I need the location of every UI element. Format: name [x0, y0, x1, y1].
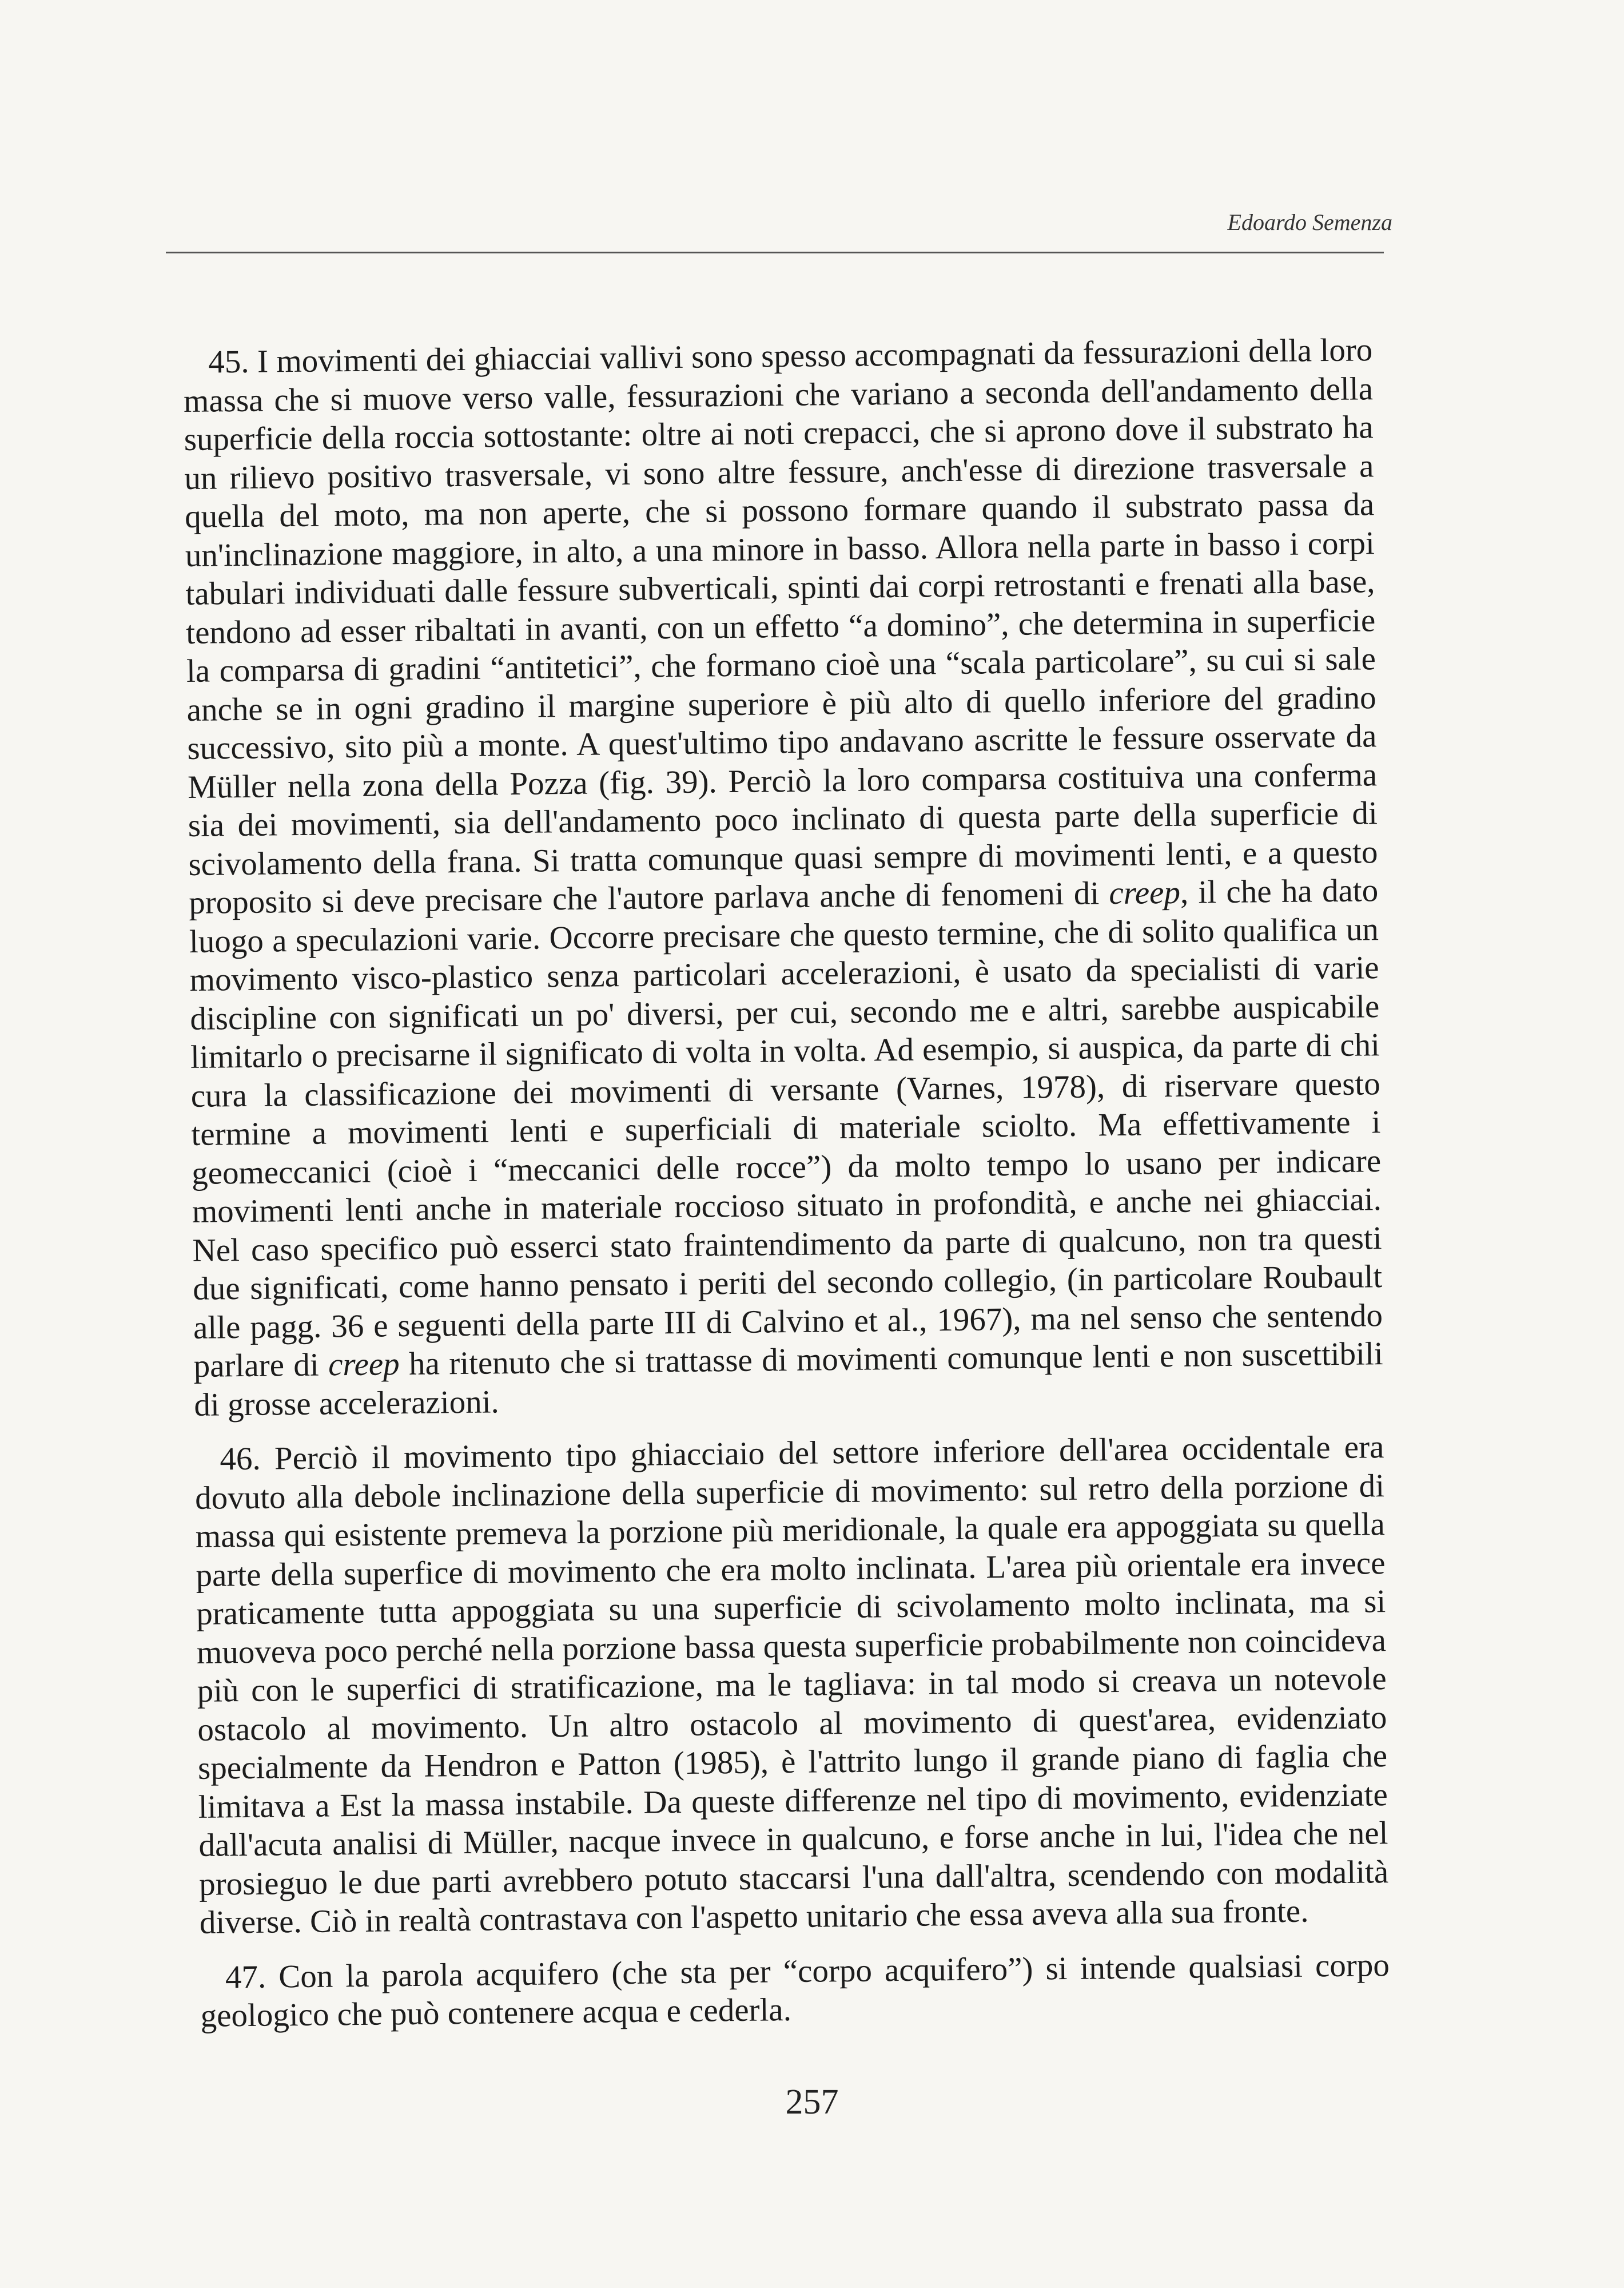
paragraph-45	[183, 331, 1384, 1424]
page-number: 257	[785, 2083, 839, 2122]
paragraph-text: I movimenti dei ghiacciai vallivi sono spesso accompagnati da fessurazioni della loro massa che si muove verso valle, fessurazioni che variano a seconda dell'andamento della superficie della roccia sottostante: oltre ai noti crepacci, che si aprono dove il substrato ha un rilievo positivo trasversale, vi sono altre fessure, anch'esse di direzione trasversale a quella del moto, ma non aperte, che si possono formare quando il substrato passa da un'inclinazione maggiore, in alto, a una minore in basso. Allora nella parte in basso i corpi tabulari individuati dalle fessure subverticali, spinti dai corpi retrostanti e frenati alla base, tendono ad esser ribaltati in avanti, con un effetto “a domino”, che determina in superficie la comparsa di gradini “antitetici”, che formano cioè una “scala particolare”, su cui si sale anche se in ogni gradino il margine superiore è più alto di quello inferiore del gradino successivo, sito più a monte. A quest'ultimo tipo andavano ascritte le fessure osservate da Müller nella zona della Pozza (fig. 39). Perciò la loro comparsa costituiva una conferma sia dei movimenti, sia dell'andamento poco inclinato di questa parte della superficie di scivolamento della frana. Si tratta comunque quasi sempre di movimenti lenti, e a questo proposito si deve precisare che l'autore parlava anche di fenomeni di	[183, 332, 1378, 921]
paragraph-number: 47.	[225, 1959, 266, 1995]
body-text	[183, 331, 1390, 2051]
paragraph-text: , il che ha dato luogo a speculazioni varie. Occorre precisare che questo termine, che di solito qualifica un movimento visco-plastico senza particolari accelerazioni, è usato da specialisti di varie discipline con significati un po' diversi, per cui, secondo me e altri, sarebbe auspicabile limitarlo o precisarne il significato di volta in volta. Ad esempio, si auspica, da parte di chi cura la classificazione dei movimenti di versante (Varnes, 1978), di riservare questo termine a movimenti lenti e superficiali di materiale sciolto. Ma effettivamente i geomeccanici (cioè i “meccanici delle rocce”) da molto tempo lo usano per indicare movimenti lenti anche in materiale roccioso situato in profondità, e anche nei ghiacciai. Nel caso specifico può esserci stato fraintendimento da parte di qualcuno, non tra questi due significati, come hanno pensato i periti del secondo collegio, (in particolare Roubault alle pagg. 36 e seguenti della parte III di Calvino et al., 1967), ma nel senso che sentendo parlare di	[189, 872, 1383, 1384]
paragraph-text: ha ritenuto che si trattasse di movimenti comunque lenti e non suscettibili di grosse accelerazioni.	[194, 1336, 1383, 1423]
paragraph-text: Con la parola acquifero (che sta per “corpo acquifero”) si intende qualsiasi corpo geologico che può contenere acqua e cederla.	[200, 1947, 1390, 2034]
paragraph-46	[194, 1428, 1389, 1942]
running-head: Edoardo Semenza	[1227, 209, 1392, 235]
header-rule	[166, 252, 1384, 253]
paragraph-number: 45.	[208, 343, 249, 380]
italic-term: creep	[1109, 874, 1181, 912]
paragraph-number: 46.	[220, 1440, 261, 1477]
paragraph-text: Perciò il movimento tipo ghiacciaio del settore inferiore dell'area occidentale era dovuto alla debole inclinazione della superficie di movimento: sul retro della porzione di massa qui esistente premeva la porzione più meridionale, la quale era appoggiata su quella parte della superfice di movimento che era molto inclinata. L'area più orientale era invece praticamente tutta appoggiata su una superficie di scivolamento molto inclinata, ma si muoveva poco perché nella porzione bassa questa superficie probabilmente non coincideva più con le superfici di stratificazione, ma le tagliava: in tal modo si creava un notevole ostacolo al movimento. Un altro ostacolo al movimento di quest'area, evidenziato specialmente da Hendron e Patton (1985), è l'attrito lungo il grande piano di faglia che limitava a Est la massa instabile. Da queste differenze nel tipo di movimento, evidenziate dall'acuta analisi di Müller, nacque invece in qualcuno, e forse anche in lui, l'idea che nel prosieguo le due parti avrebbero potuto staccarsi l'una dall'altra, scendendo con modalità diverse. Ciò in realtà contrastava con l'aspetto unitario che essa aveva alla sua fronte.	[194, 1429, 1389, 1941]
italic-term: creep	[328, 1346, 400, 1383]
paragraph-47	[200, 1946, 1390, 2036]
